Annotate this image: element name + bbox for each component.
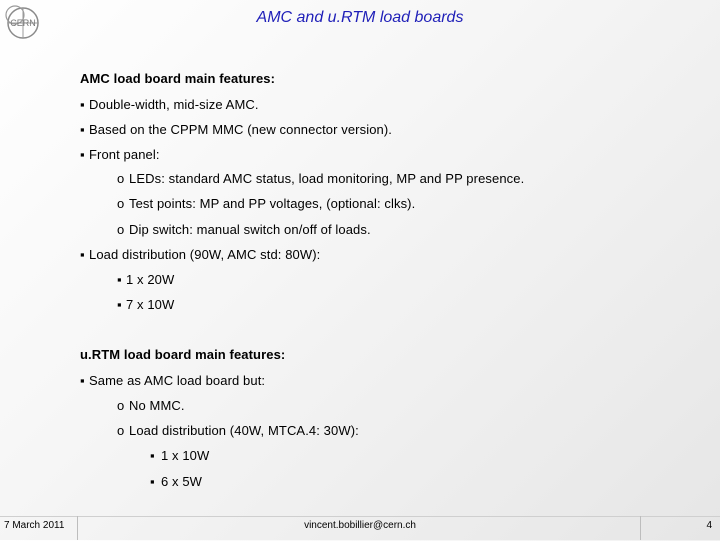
urtm-item: ▪ Same as AMC load board but: [80, 373, 266, 388]
slide-title: AMC and u.RTM load boards [256, 9, 464, 26]
footer-date: 7 March 2011 [4, 520, 65, 531]
urtm-load-item: ▪ 1 x 10W [150, 448, 210, 463]
amc-item: ▪ Based on the CPPM MMC (new connector version). [80, 122, 392, 137]
amc-load-item: ▪ 1 x 20W [117, 272, 175, 287]
amc-heading: AMC load board main features: [80, 71, 276, 86]
amc-item: ▪ Load distribution (90W, AMC std: 80W): [80, 247, 321, 262]
amc-item: ▪ Double-width, mid-size AMC. [80, 97, 259, 112]
footer-email: vincent.bobillier@cern.ch [304, 520, 416, 531]
front-panel-subitem: o Dip switch: manual switch on/off of loads. [117, 222, 371, 237]
urtm-subitem: o Load distribution (40W, MTCA.4: 30W): [117, 423, 359, 438]
amc-load-item: ▪ 7 x 10W [117, 297, 175, 312]
front-panel-subitem: o LEDs: standard AMC status, load monitoring, MP and PP presence. [117, 171, 525, 186]
amc-item: ▪ Front panel: [80, 147, 160, 162]
footer-page-number: 4 [706, 520, 712, 531]
urtm-subitem: o No MMC. [117, 398, 185, 413]
front-panel-subitem: o Test points: MP and PP voltages, (optional: clks). [117, 196, 416, 211]
urtm-heading: u.RTM load board main features: [80, 347, 286, 362]
logo-text: CERN [10, 18, 36, 28]
urtm-load-item: ▪ 6 x 5W [150, 474, 203, 489]
